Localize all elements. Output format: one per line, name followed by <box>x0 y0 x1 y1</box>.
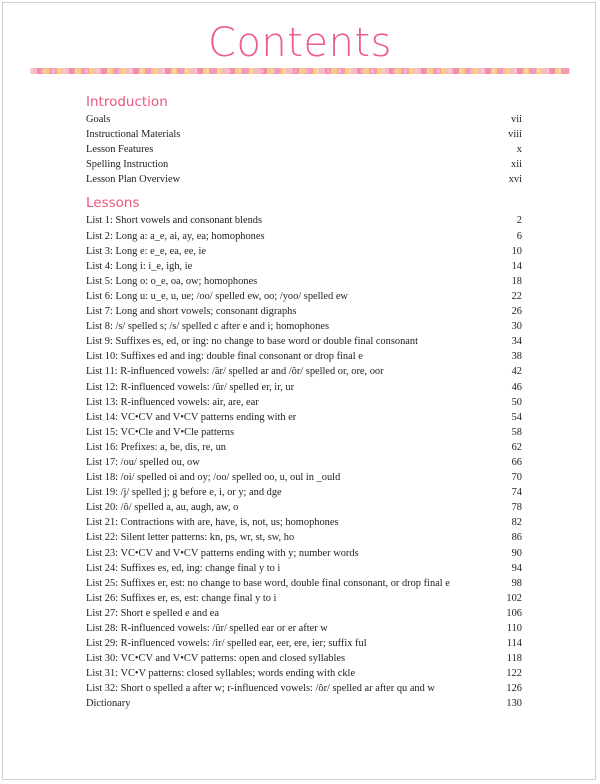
toc-entry-page: 30 <box>511 321 522 333</box>
lessons-heading: Lessons <box>86 195 140 212</box>
toc-entry-page: 2 <box>516 215 522 227</box>
toc-entry-page: 78 <box>511 502 522 514</box>
toc-entry-label: List 28: R-influenced vowels: /ûr/ spelled ear or er after w <box>86 623 328 634</box>
toc-entry <box>86 213 522 228</box>
toc-entry-label: List 14: VC•CV and V•CV patterns ending with er <box>86 411 297 423</box>
toc-entry-label: List 15: VC•Cle and V•Cle patterns <box>86 426 235 438</box>
toc-entry-page: 14 <box>511 260 522 272</box>
toc-entry-page: 6 <box>516 230 522 242</box>
toc-entry-label: List 3: Long e: e_e, ea, ee, ie <box>86 245 207 257</box>
toc-entry <box>86 425 522 440</box>
toc-entry-page: 98 <box>511 577 522 589</box>
toc-entry-page: 58 <box>511 426 522 438</box>
toc-entry <box>86 440 522 455</box>
toc-entry-page: 106 <box>506 607 522 619</box>
toc-entry-page: 114 <box>506 638 522 650</box>
toc-entry-page: 10 <box>511 245 522 257</box>
toc-entry <box>86 515 522 530</box>
toc-entry-label: List 29: R-influenced vowels: /ir/ spelled ear, eer, ere, ier; suffix ful <box>86 638 367 650</box>
toc-entry-label: List 19: /j/ spelled j; g before e, i, or y; and dge <box>86 487 282 499</box>
introduction-heading: Introduction <box>86 94 168 110</box>
toc-entry-page: 26 <box>511 306 522 318</box>
toc-entry-page: 22 <box>511 290 522 302</box>
toc-entry-label: List 21: Contractions with are, have, is, not, us; homophones <box>86 517 339 529</box>
toc-entry-label: List 22: Silent letter patterns: kn, ps, wr, st, sw, ho <box>86 532 295 544</box>
toc-entry <box>86 304 522 319</box>
toc-entry-page: 34 <box>511 336 522 348</box>
toc-entry-page: 50 <box>511 396 522 408</box>
toc-entry <box>86 666 522 681</box>
toc-entry <box>86 157 522 172</box>
toc-entry-page: 90 <box>511 547 522 559</box>
toc-entry-label: List 12: R-influenced vowels: /ûr/ spelled er, ir, ur <box>86 381 295 393</box>
toc-entry-page: 70 <box>511 472 522 484</box>
toc-entry-label: List 17: /ou/ spelled ou, ow <box>86 456 200 468</box>
toc-entry <box>86 696 522 711</box>
toc-entry <box>86 455 522 470</box>
toc-entry-page: vii <box>511 114 522 125</box>
toc-entry <box>86 546 522 561</box>
toc-entry-label: List 7: Long and short vowels; consonant digraphs <box>86 306 297 318</box>
toc-entry <box>86 561 522 576</box>
toc-entry-page: 102 <box>506 592 522 604</box>
toc-entry <box>86 485 522 500</box>
toc-entry <box>86 259 522 274</box>
toc-entry-label: List 1: Short vowels and consonant blends <box>86 215 263 227</box>
toc-entry-page: xii <box>511 159 522 171</box>
toc-entry-page: 110 <box>506 623 522 634</box>
toc-entry-page: 118 <box>506 653 522 665</box>
toc-entry <box>86 112 522 127</box>
toc-entry <box>86 142 522 157</box>
toc-entry <box>86 621 522 636</box>
toc-entry <box>86 364 522 379</box>
toc-entry <box>86 576 522 591</box>
toc-entry <box>86 229 522 244</box>
toc-entry-label: List 10: Suffixes ed and ing: double final consonant or drop final e <box>86 351 363 363</box>
toc-entry <box>86 681 522 696</box>
toc-entry-label: List 2: Long a: a_e, ai, ay, ea; homophones <box>86 230 265 242</box>
toc-entry-page: 62 <box>511 441 522 453</box>
toc-entry-label: List 5: Long o: o_e, oa, ow; homophones <box>86 275 258 287</box>
toc-entry-label: List 26: Suffixes er, es, est: change final y to i <box>86 592 277 604</box>
toc-entry <box>86 470 522 485</box>
toc-entry-label: Lesson Features <box>86 144 154 156</box>
toc-entry-label: List 9: Suffixes es, ed, or ing: no change to base word or double final consonant <box>86 336 418 348</box>
toc-entry-label: List 23: VC•CV and V•CV patterns ending with y; number words <box>86 547 359 559</box>
lessons-list <box>86 213 522 711</box>
toc-entry <box>86 349 522 364</box>
toc-entry <box>86 289 522 304</box>
page-title: Contents <box>208 20 392 66</box>
toc-entry-label: List 24: Suffixes es, ed, ing: change final y to i <box>86 562 281 574</box>
toc-entry <box>86 410 522 425</box>
toc-entry-page: 42 <box>511 366 522 378</box>
toc-entry-label: List 25: Suffixes er, est: no change to base word, double final consonant, or drop final e <box>86 577 450 589</box>
toc-entry-label: Lesson Plan Overview <box>86 174 181 186</box>
toc-entry-label: List 31: VC•V patterns: closed syllables; words ending with ckle <box>86 668 356 680</box>
toc-entry-label: List 32: Short o spelled a after w; r-influenced vowels: /ôr/ spelled ar after qu and w <box>86 683 435 695</box>
toc-entry-label: List 4: Long i: i_e, igh, ie <box>86 260 193 272</box>
toc-entry-label: List 27: Short e spelled e and ea <box>86 607 220 619</box>
toc-entry-page: 18 <box>511 275 522 287</box>
toc-entry-page: 130 <box>506 698 522 710</box>
toc-entry-page: 86 <box>511 532 522 544</box>
toc-entry-page: 46 <box>511 381 522 393</box>
toc-entry-page: 82 <box>511 517 522 529</box>
toc-entry-page: 66 <box>511 456 522 468</box>
toc-entry-label: List 13: R-influenced vowels: air, are, ear <box>86 396 259 408</box>
toc-entry-page: 74 <box>511 487 522 499</box>
toc-entry <box>86 636 522 651</box>
toc-entry-label: List 16: Prefixes: a, be, dis, re, un <box>86 441 226 453</box>
toc-entry <box>86 274 522 289</box>
introduction-list <box>86 112 522 187</box>
toc-entry <box>86 395 522 410</box>
toc-entry <box>86 591 522 606</box>
toc-entry-label: Instructional Materials <box>86 129 181 141</box>
toc-entry <box>86 244 522 259</box>
toc-entry <box>86 606 522 621</box>
toc-entry-page: viii <box>508 129 522 141</box>
toc-entry-page: 38 <box>511 351 522 363</box>
toc-content <box>86 92 522 712</box>
toc-entry <box>86 172 522 187</box>
toc-entry-label: Goals <box>86 114 111 125</box>
toc-entry <box>86 127 522 142</box>
toc-entry-page: 94 <box>511 562 522 574</box>
toc-entry-page: 126 <box>506 683 522 695</box>
toc-entry-label: List 6: Long u: u_e, u, ue; /oo/ spelled ew, oo; /yoo/ spelled ew <box>86 290 348 302</box>
toc-entry <box>86 380 522 395</box>
toc-entry-page: 54 <box>511 411 522 423</box>
toc-entry-label: List 18: /oi/ spelled oi and oy; /oo/ spelled oo, u, oul in _ould <box>86 472 341 484</box>
toc-entry <box>86 530 522 545</box>
toc-entry-label: List 8: /s/ spelled s; /s/ spelled c after e and i; homophones <box>86 321 329 333</box>
toc-entry-label: Spelling Instruction <box>86 159 169 171</box>
toc-entry-page: x <box>516 144 522 156</box>
toc-entry <box>86 334 522 349</box>
toc-entry <box>86 651 522 666</box>
toc-entry-label: Dictionary <box>86 698 131 710</box>
toc-entry <box>86 319 522 334</box>
toc-entry-label: List 20: /ô/ spelled a, au, augh, aw, o <box>86 502 239 514</box>
toc-entry-page: 122 <box>506 668 522 680</box>
toc-entry-page: xvi <box>508 174 522 186</box>
toc-entry-label: List 30: VC•CV and V•CV patterns: open and closed syllables <box>86 653 346 665</box>
toc-entry-label: List 11: R-influenced vowels: /är/ spelled ar and /ôr/ spelled or, ore, oor <box>86 366 384 378</box>
toc-entry <box>86 500 522 515</box>
decorative-divider <box>30 68 570 74</box>
